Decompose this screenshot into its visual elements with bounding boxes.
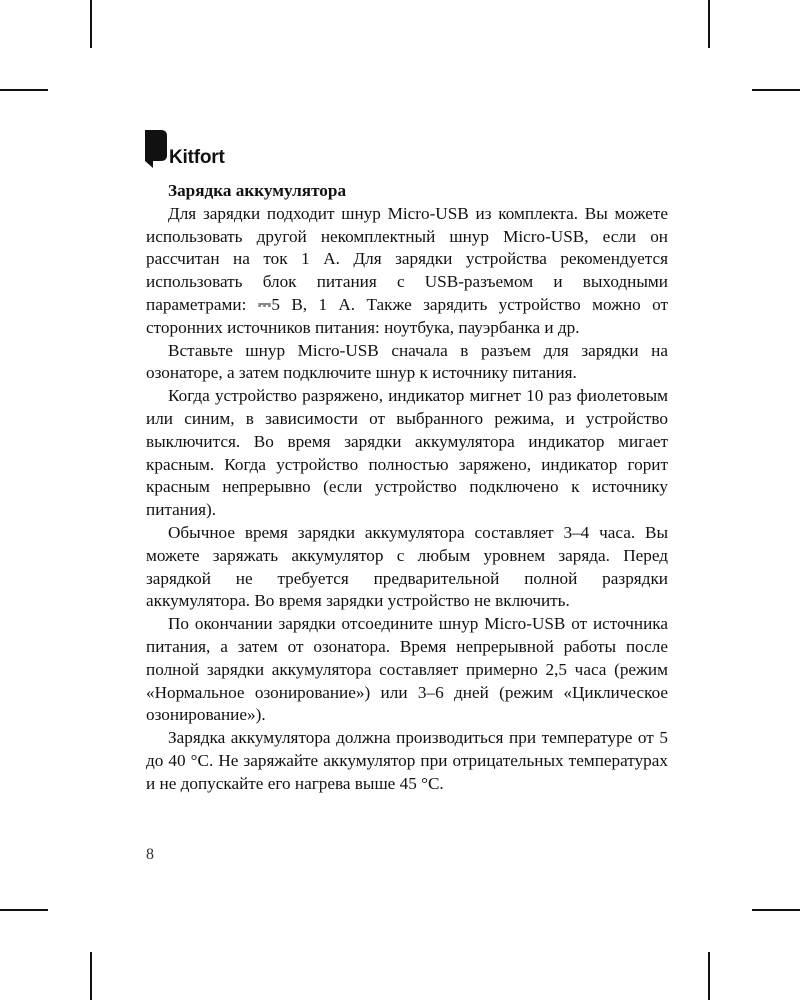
- instruction-section: [146, 180, 668, 796]
- paragraph-connect-cable: Вставьте шнур Micro-USB сначала в разъем для зарядки на озонаторе, а затем подключите шнур к источнику питания.: [146, 340, 668, 383]
- paragraph-temperature: Зарядка аккумулятора должна производиться при температуре от 5 до 40 °C. Не заряжайте аккумулятор при отрицательных температурах и не допускайте его нагрева выше 45 °C.: [146, 728, 668, 793]
- section-title: Зарядка аккумулятора: [168, 181, 347, 200]
- brand-logo: [145, 128, 225, 168]
- kitfort-logo-icon: [145, 130, 167, 168]
- crop-mark-bottom-right-vertical: [708, 952, 710, 1000]
- crop-mark-top-right-horizontal: [752, 89, 800, 91]
- crop-mark-top-left-vertical: [90, 0, 92, 48]
- brand-name: Kitfort: [169, 147, 225, 168]
- crop-mark-bottom-right-horizontal: [752, 909, 800, 911]
- crop-mark-top-left-horizontal: [0, 89, 48, 91]
- page-number: 8: [146, 846, 154, 863]
- paragraph-indicator: Когда устройство разряжено, индикатор мигнет 10 раз фиолетовым или синим, в зависимости от выбранного режима, и устройство выключится. Во время зарядки аккумулятора индикатор мигает красным. Когда устройство полностью заряжено, индикатор горит красным непрерывно (если устройство подключено к источнику питания).: [146, 386, 668, 520]
- paragraph-after-charging: По окончании зарядки отсоедините шнур Micro-USB от источника питания, а затем от озонатора. Время непрерывной работы после полной зарядки аккумулятора составляет примерно 2,5 часа (режим «Нормальное озонирование») или 3–6 дней (режим «Циклическое озонирование»).: [146, 614, 668, 725]
- paragraph-charging-cable: Для зарядки подходит шнур Micro-USB из комплекта. Вы можете использовать другой некомплектный шнур Micro-USB, если он рассчитан на ток 1 А. Для зарядки устройства рекомендуется использовать блок питания с USB-разъемом и выходными параметрами: ⎓5 В, 1 А. Также зарядить устройство можно от сторонних источников питания: ноутбука, пауэрбанка и др.: [146, 203, 668, 337]
- paragraph-charging-time: Обычное время зарядки аккумулятора составляет 3–4 часа. Вы можете заряжать аккумулятор с любым уровнем заряда. Перед зарядкой не требуется предварительной полной разрядки аккумулятора. Во время зарядки устройство не включить.: [146, 522, 668, 611]
- crop-mark-top-right-vertical: [708, 0, 710, 48]
- crop-mark-bottom-left-vertical: [90, 952, 92, 1000]
- crop-mark-bottom-left-horizontal: [0, 909, 48, 911]
